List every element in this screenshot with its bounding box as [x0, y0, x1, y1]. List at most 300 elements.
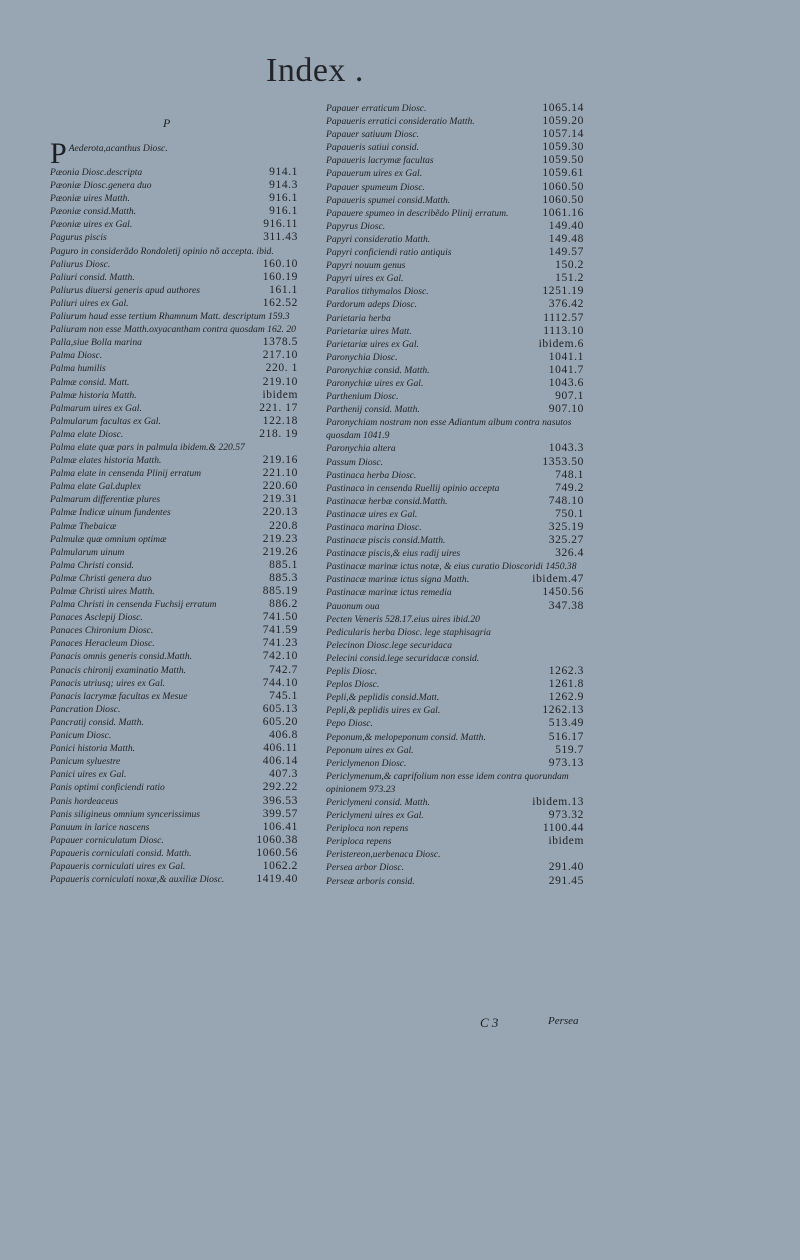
- entry-term: Panis hordeaceus: [50, 795, 119, 807]
- index-entry: [326, 469, 584, 482]
- entry-reference: 1353.50: [542, 455, 584, 468]
- index-entry: [326, 115, 584, 128]
- entry-reference: 150.2: [555, 259, 584, 272]
- index-entry: [50, 860, 298, 873]
- entry-term: Papaueris corniculati consid. Matth.: [50, 847, 192, 859]
- index-entry: [50, 834, 298, 847]
- entry-term: Pastinacæ marinæ ictus remedia: [326, 587, 452, 599]
- entry-term: Pæonia Diosc.descripta: [50, 167, 143, 178]
- index-entry: [326, 809, 584, 822]
- entry-term: Pæoniæ Diosc.genera duo: [50, 180, 152, 192]
- entry-reference: 916.11: [263, 218, 298, 231]
- entry-term: Papaueris satiui consid.: [326, 142, 420, 154]
- entry-term: Parietariæ uires Matt.: [326, 325, 412, 337]
- entry-reference: 885.3: [269, 571, 298, 584]
- entry-reference: 1065.14: [542, 102, 584, 114]
- entry-term: Palma elate Gal.duplex: [50, 481, 141, 493]
- entry-reference: 220.13: [262, 506, 298, 519]
- entry-term: Peplis Diosc.: [326, 666, 378, 678]
- index-entry: [50, 768, 298, 781]
- index-entry: [326, 377, 584, 390]
- entry-reference: 1419.40: [256, 873, 298, 886]
- entry-term: Papaueris corniculati uires ex Gal.: [50, 860, 186, 872]
- entry-term: Palmæ Thebaicæ: [50, 520, 117, 532]
- entry-reference: 221.10: [262, 467, 298, 480]
- index-entry: [50, 415, 298, 428]
- entry-term: Panici historia Matth.: [50, 743, 136, 755]
- entry-term: Pastinacæ piscis consid.Matth.: [326, 535, 446, 547]
- index-entry: [50, 142, 298, 166]
- index-entry: [326, 482, 584, 495]
- index-entry: [326, 652, 584, 665]
- index-entry: [50, 192, 298, 205]
- catchword: Persea: [548, 1015, 579, 1027]
- entry-reference: 1060.50: [542, 193, 584, 206]
- entry-term: Parthenium Diosc.: [326, 391, 399, 403]
- index-entry: [50, 821, 298, 834]
- entry-term: Perseæ arboris consid.: [326, 875, 415, 887]
- entry-term: Panaces Chironium Diosc.: [50, 625, 154, 637]
- index-entry: [50, 218, 298, 231]
- index-entry: [50, 781, 298, 794]
- index-entry: [50, 585, 298, 598]
- entry-reference: 916.1: [269, 192, 298, 205]
- index-entry: [326, 233, 584, 246]
- entry-term: Paliurus Diosc.: [50, 258, 111, 270]
- entry-term: Pæoniæ uires ex Gal.: [50, 219, 133, 231]
- entry-reference: 106.41: [262, 820, 298, 833]
- entry-term: Papauer satiuum Diosc.: [326, 129, 420, 141]
- index-entry: [326, 128, 584, 141]
- entry-term: Peplos Diosc.: [326, 679, 380, 691]
- entry-reference: 886.2: [269, 598, 298, 611]
- entry-term: Paronychiæ uires ex Gal.: [326, 377, 424, 389]
- index-entry: [326, 573, 584, 586]
- index-column-right: [326, 102, 584, 888]
- entry-reference: 916.1: [269, 205, 298, 218]
- index-entry: [326, 298, 584, 311]
- index-entry: [50, 729, 298, 742]
- page-title: Index .: [266, 52, 364, 89]
- index-entry: [326, 744, 584, 757]
- entry-reference: 325.19: [548, 521, 584, 533]
- entry-reference: 149.57: [548, 246, 584, 259]
- index-entry: [50, 677, 298, 690]
- entry-reference: 1251.19: [542, 285, 584, 298]
- entry-reference: 1060.56: [256, 846, 298, 859]
- index-entry: [326, 325, 584, 338]
- entry-term: Pastinacæ uires ex Gal.: [326, 508, 418, 520]
- entry-reference: 1100.44: [542, 822, 584, 835]
- entry-term: Paliuri consid. Matth.: [50, 271, 135, 283]
- index-entry: [326, 141, 584, 154]
- entry-reference: 325.27: [548, 534, 584, 547]
- entry-reference: 220.60: [262, 480, 298, 493]
- index-entry: [50, 650, 298, 663]
- entry-reference: 219.31: [262, 493, 298, 506]
- entry-term: Papyri nouum genus: [326, 260, 406, 272]
- entry-term: Pecten Veneris 528.17.eius uires ibid.20: [326, 613, 480, 625]
- index-entry: [50, 389, 298, 402]
- entry-reference: 406.14: [262, 755, 298, 768]
- entry-reference: 1061.16: [542, 206, 584, 219]
- entry-reference: 914.3: [269, 179, 298, 192]
- entry-term: Passum Diosc.: [326, 456, 384, 468]
- entry-reference: 219.16: [262, 454, 298, 467]
- index-entry: [326, 102, 584, 115]
- index-entry: [50, 362, 298, 375]
- entry-term: Pancratij consid. Matth.: [50, 716, 144, 728]
- entry-reference: 973.13: [548, 756, 584, 769]
- entry-reference: 160.10: [262, 257, 298, 270]
- entry-term: Paliuri uires ex Gal.: [50, 297, 129, 309]
- entry-term: Palmæ consid. Matt.: [50, 376, 130, 388]
- index-entry: [50, 808, 298, 821]
- index-entry: [50, 297, 298, 310]
- entry-reference: 885.19: [262, 585, 298, 597]
- entry-reference: 217.10: [262, 349, 298, 362]
- entry-reference: 406.11: [263, 742, 298, 755]
- entry-term: Pagurus piscis: [50, 232, 107, 244]
- entry-term: Palma Christi in censenda Fuchsij erratum: [50, 599, 217, 611]
- entry-term: Pastinacæ herbæ consid.Matth.: [326, 495, 448, 507]
- entry-reference: 748.10: [548, 494, 584, 507]
- entry-reference: 741.50: [262, 611, 298, 624]
- entry-term: Palmæ Christi uires Matth.: [50, 586, 155, 597]
- entry-reference: 219.10: [262, 375, 298, 388]
- entry-term: Periclymenon Diosc.: [326, 757, 407, 769]
- index-entry: [326, 521, 584, 534]
- entry-reference: 122.18: [262, 414, 298, 427]
- entry-reference: 407.3: [269, 768, 298, 781]
- entry-term: Papaueris spumei consid.Matth.: [326, 194, 451, 206]
- entry-reference: 973.32: [548, 809, 584, 822]
- entry-term: Pepo Diosc.: [326, 718, 373, 730]
- entry-term: Pastinaca herba Diosc.: [326, 469, 417, 481]
- entry-term: Panuum in larice nascens: [50, 821, 150, 833]
- index-entry: [326, 547, 584, 560]
- entry-term: Persea arbor Diosc.: [326, 862, 405, 874]
- entry-reference: 750.1: [555, 507, 584, 520]
- entry-reference: 1057.14: [542, 128, 584, 141]
- entry-term: Papyri conficiendi ratio antiquis: [326, 247, 452, 259]
- section-letter: P: [163, 116, 171, 130]
- entry-term: Panacis lacrymæ facultas ex Mesue: [50, 690, 188, 702]
- index-entry: [326, 312, 584, 325]
- entry-reference: 1113.10: [543, 324, 584, 337]
- entry-term: Paliurus diuersi generis apud authores: [50, 284, 200, 296]
- entry-reference: 1060.38: [256, 833, 298, 846]
- index-entry: [50, 441, 298, 454]
- entry-reference: 1262.13: [542, 704, 584, 717]
- index-entry: [50, 664, 298, 677]
- entry-term: Palmæ Indicæ uinum fundentes: [50, 507, 171, 519]
- entry-term: Palma elate quæ pars in palmula ibidem.& 220.57: [50, 441, 245, 453]
- entry-term: Pastinaca in censenda Ruellij opinio accepta: [326, 482, 500, 494]
- entry-term: Parietariæ uires ex Gal.: [326, 338, 419, 350]
- entry-reference: 519.7: [555, 743, 584, 756]
- entry-term: Palma humilis: [50, 363, 106, 375]
- signature-mark: C 3: [480, 1015, 499, 1030]
- index-entry: [326, 665, 584, 678]
- initial-letter: P: [50, 142, 67, 166]
- index-entry: [50, 323, 298, 336]
- entry-term: Pauonum oua: [326, 600, 380, 612]
- entry-reference: 406.8: [269, 729, 298, 742]
- entry-term: Panaces Asclepij Diosc.: [50, 612, 143, 624]
- index-entry: [50, 506, 298, 519]
- entry-term: Pepli,& peplidis uires ex Gal.: [326, 705, 441, 717]
- entry-term: Papyri consideratio Matth.: [326, 233, 431, 245]
- entry-term: Paralios tithymalos Diosc.: [326, 286, 429, 298]
- entry-term: Peponum uires ex Gal.: [326, 744, 414, 756]
- entry-term: Paronychiam nostram non esse Adiantum album contra nasutos quosdam 1041.9: [326, 417, 572, 442]
- index-entry: [50, 402, 298, 415]
- entry-reference: ibidem: [548, 835, 584, 848]
- entry-term: Paliuram non esse Matth.oxyacantham contra quosdam 162. 20: [50, 324, 296, 336]
- entry-term: Panicum syluestre: [50, 756, 121, 768]
- index-entry: [50, 271, 298, 284]
- index-entry: [326, 456, 584, 469]
- index-entry: [326, 861, 584, 874]
- entry-term: Palmæ Christi genera duo: [50, 572, 152, 584]
- entry-reference: 1059.20: [542, 115, 584, 128]
- index-entry: [326, 403, 584, 416]
- entry-reference: 1262.3: [548, 665, 584, 678]
- index-entry: [326, 770, 584, 796]
- entry-reference: 1378.5: [262, 336, 298, 349]
- entry-reference: 326.4: [555, 547, 584, 560]
- entry-term: Paronychiæ consid. Matth.: [326, 364, 430, 376]
- index-entry: [50, 742, 298, 755]
- entry-term: Pedicularis herba Diosc. lege staphisagria: [326, 626, 491, 638]
- entry-term: Aederota,acanthus Diosc.: [68, 143, 168, 154]
- entry-reference: 311.43: [263, 231, 298, 244]
- index-entry: [50, 572, 298, 585]
- index-entry: [50, 284, 298, 297]
- index-entry: [50, 795, 298, 808]
- index-entry: [50, 611, 298, 624]
- entry-reference: 347.38: [548, 599, 584, 612]
- entry-reference: 220. 1: [265, 362, 298, 375]
- entry-term: Periclymeni consid. Matth.: [326, 796, 430, 808]
- entry-reference: 218. 19: [259, 427, 298, 440]
- entry-term: Panicum Diosc.: [50, 730, 112, 742]
- entry-term: Pardorum adeps Diosc.: [326, 299, 418, 311]
- index-entry: [326, 416, 584, 442]
- entry-reference: 376.42: [548, 298, 584, 311]
- index-entry: [50, 349, 298, 362]
- entry-term: Paronychia altera: [326, 443, 396, 455]
- entry-term: Palma elate Diosc.: [50, 428, 124, 440]
- index-entry: [326, 508, 584, 521]
- index-entry: [50, 690, 298, 703]
- index-entry: [326, 639, 584, 652]
- entry-term: Palmæ historia Matth.: [50, 389, 137, 401]
- index-entry: [326, 194, 584, 207]
- entry-term: Palmulæ quæ omnium optimæ: [50, 533, 167, 545]
- index-entry: [326, 796, 584, 809]
- entry-reference: 221. 17: [259, 401, 298, 414]
- entry-term: Panis optimi conficiendi ratio: [50, 782, 165, 794]
- entry-reference: 907.10: [548, 403, 584, 416]
- entry-reference: 149.40: [548, 219, 584, 232]
- index-entry: [50, 258, 298, 271]
- entry-reference: 1112.57: [543, 311, 584, 324]
- entry-reference: 741.59: [262, 624, 298, 637]
- entry-term: Pastinacæ piscis,& eius radij uires: [326, 548, 461, 560]
- index-entry: [50, 520, 298, 533]
- entry-reference: 1059.50: [542, 154, 584, 167]
- entry-term: Pastinacæ marinæ ictus notæ, & eius curatio Dioscoridi 1450.38: [326, 561, 577, 573]
- entry-reference: 1043.3: [548, 442, 584, 455]
- entry-reference: 219.26: [262, 545, 298, 558]
- entry-reference: 741.23: [262, 637, 298, 650]
- index-entry: [50, 755, 298, 768]
- entry-term: Periclymenum,& caprifolium non esse idem contra quorundam opinionem 973.23: [326, 770, 569, 795]
- index-entry: [50, 480, 298, 493]
- index-entry: [50, 533, 298, 546]
- index-entry: [50, 428, 298, 441]
- entry-reference: 513.49: [548, 717, 584, 730]
- entry-reference: 220.8: [269, 519, 298, 532]
- entry-reference: 399.57: [262, 807, 298, 820]
- index-entry: [326, 835, 584, 848]
- entry-reference: 1059.61: [542, 167, 584, 180]
- index-entry: [326, 875, 584, 888]
- index-entry: [326, 285, 584, 298]
- entry-reference: 292.22: [262, 781, 298, 794]
- index-entry: [326, 181, 584, 194]
- entry-reference: ibidem.47: [532, 573, 584, 586]
- index-entry: [326, 704, 584, 717]
- entry-reference: 1041.1: [548, 350, 584, 363]
- index-entry: [326, 220, 584, 233]
- entry-reference: 742.10: [262, 650, 298, 663]
- entry-reference: 151.2: [555, 272, 584, 285]
- entry-reference: 907.1: [555, 390, 584, 403]
- entry-term: Paronychia Diosc.: [326, 351, 398, 363]
- entry-reference: 914.1: [269, 166, 298, 178]
- entry-reference: 1041.7: [548, 363, 584, 376]
- entry-reference: 1262.9: [548, 691, 584, 704]
- entry-term: Palma Christi consid.: [50, 559, 134, 571]
- entry-reference: 742.7: [269, 663, 298, 676]
- entry-term: Palla,siue Bolla marina: [50, 337, 142, 349]
- index-entry: [326, 757, 584, 770]
- index-entry: [326, 731, 584, 744]
- index-entry: [326, 390, 584, 403]
- entry-reference: ibidem.6: [538, 337, 584, 350]
- entry-reference: 219.23: [262, 532, 298, 545]
- entry-reference: 162.52: [262, 296, 298, 309]
- entry-term: Papauer corniculatum Diosc.: [50, 834, 164, 846]
- entry-term: Panacis chironij examinatio Matth.: [50, 664, 187, 676]
- entry-reference: 396.53: [262, 794, 298, 807]
- entry-term: Palma Diosc.: [50, 350, 103, 362]
- index-entry: [326, 272, 584, 285]
- index-entry: [50, 559, 298, 572]
- index-entry: [50, 637, 298, 650]
- entry-term: Panaces Heracleum Diosc.: [50, 638, 155, 650]
- index-entry: [50, 166, 298, 179]
- index-entry: [50, 336, 298, 349]
- entry-reference: 605.20: [262, 715, 298, 728]
- entry-term: Palma elate in censenda Plinij erratum: [50, 468, 202, 480]
- entry-reference: 161.1: [269, 283, 298, 296]
- entry-term: Pastinaca marina Diosc.: [326, 522, 422, 533]
- index-entry: [326, 613, 584, 626]
- entry-term: Pepli,& peplidis consid.Matt.: [326, 692, 440, 704]
- index-entry: [50, 454, 298, 467]
- index-entry: [326, 495, 584, 508]
- entry-term: Palmularum facultas ex Gal.: [50, 415, 161, 427]
- entry-term: Palmarum uires ex Gal.: [50, 402, 142, 414]
- entry-term: Pæoniæ uires Matth.: [50, 193, 130, 205]
- index-entry: [50, 310, 298, 323]
- index-entry: [50, 376, 298, 389]
- entry-term: Papaueris erratici consideratio Matth.: [326, 116, 475, 128]
- entry-reference: 291.45: [548, 874, 584, 887]
- index-entry: [326, 678, 584, 691]
- entry-term: Papaueris corniculati noxæ,& auxiliæ Diosc.: [50, 874, 225, 886]
- entry-reference: 749.2: [555, 481, 584, 494]
- entry-reference: 1059.30: [542, 141, 584, 154]
- index-entry: [326, 154, 584, 167]
- entry-term: Papyrus Diosc.: [326, 220, 386, 232]
- entry-term: Pancration Diosc.: [50, 703, 121, 715]
- index-entry: [326, 586, 584, 599]
- entry-term: Pastinacæ marinæ ictus signa Matth.: [326, 574, 470, 586]
- index-entry: [50, 716, 298, 729]
- entry-term: Papyri uires ex Gal.: [326, 273, 404, 285]
- entry-term: Peristereon,uerbenaca Diosc.: [326, 849, 441, 861]
- index-entry: [50, 231, 298, 244]
- index-entry: [50, 847, 298, 860]
- index-entry: [326, 442, 584, 455]
- entry-term: Pæoniæ consid.Matth.: [50, 206, 137, 218]
- entry-term: Palmularum uinum: [50, 546, 125, 558]
- index-entry: [50, 245, 298, 258]
- entry-reference: 1060.50: [542, 180, 584, 193]
- entry-reference: 744.10: [262, 676, 298, 689]
- index-entry: [50, 703, 298, 716]
- index-entry: [326, 364, 584, 377]
- entry-reference: 1043.6: [548, 376, 584, 389]
- index-entry: [326, 207, 584, 220]
- entry-term: Parietaria herba: [326, 312, 391, 324]
- index-column-left: [50, 142, 298, 886]
- entry-reference: 291.40: [548, 861, 584, 874]
- index-entry: [50, 493, 298, 506]
- index-entry: [50, 546, 298, 559]
- entry-reference: 1261.8: [548, 678, 584, 691]
- index-entry: [50, 598, 298, 611]
- index-entry: [50, 873, 298, 886]
- entry-term: Palmarum differentiæ plures: [50, 494, 161, 506]
- index-entry: [326, 717, 584, 730]
- entry-reference: ibidem: [262, 388, 298, 401]
- entry-term: Paguro in considerãdo Rondoletij opinio nõ accepta. ibid.: [50, 245, 274, 257]
- index-entry: [50, 205, 298, 218]
- index-entry: [50, 179, 298, 192]
- entry-term: Periclymeni uires ex Gal.: [326, 810, 424, 822]
- entry-term: Panacis utriusq; uires ex Gal.: [50, 677, 166, 689]
- index-entry: [326, 560, 584, 573]
- index-entry: [326, 626, 584, 639]
- entry-reference: 1450.56: [542, 586, 584, 599]
- entry-reference: ibidem.13: [532, 795, 584, 808]
